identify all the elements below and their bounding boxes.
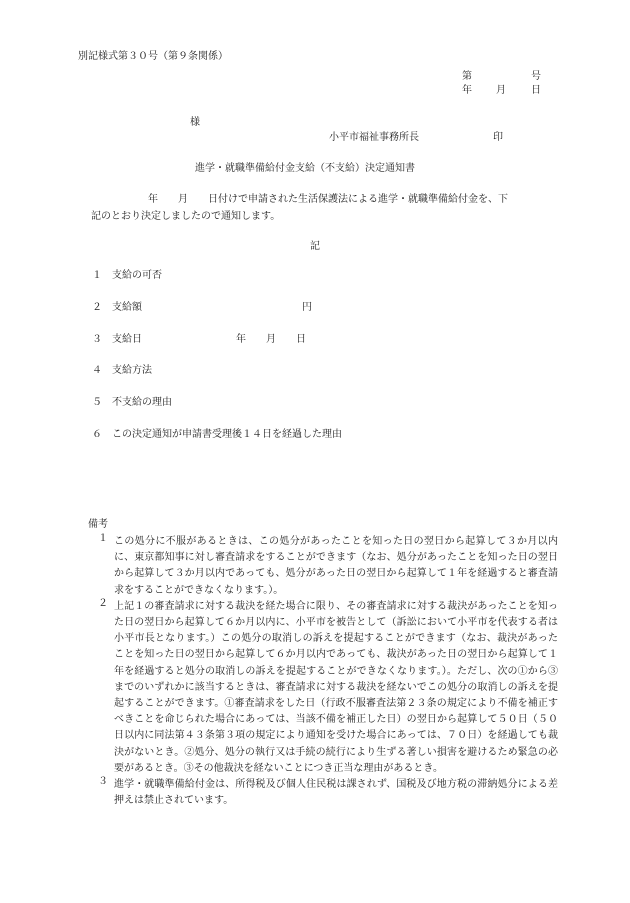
intro-line-2: 記のとおり決定しましたので通知します。 [91, 211, 281, 222]
remark-note [88, 534, 558, 599]
item-num: １ [92, 270, 102, 281]
remark-note [88, 599, 558, 777]
item-label-payment-date: 支給日 [112, 334, 142, 345]
remark-note-text: 上記１の審査請求に対する裁決を経た場合に限り、その審査請求に対する裁決があったことを知った日の翌日から起算して６か月以内に、小平市を被告として（訴訟において小平市を代表する者は小平市長となります。）この処分の取消しの訴えを提起することができます（なお、裁決があったことを知った日の翌日から起算して６か月以内であっても、裁決があった日の翌日から起算して１年を経過すると処分の取消しの訴えを提起することができなくなります。）。ただし、次の①から③までのいずれかに該当するときは、審査請求に対する裁決を経ないでこの処分の取消しの訴えを提起することができます。①審査請求をした日（行政不服審査法第２３条の規定により不備を補正すべきことを命じられた場合にあっては、当該不備を補正した日）の翌日から起算して５０日（５０日以内に同法第４３条第３項の規定により通知を受けた場合にあっては、７０日）を経過しても裁決がないとき。②処分、処分の執行又は手続の続行により生ずる著しい損害を避けるため緊急の必要があるとき。③その他裁決を経ないことにつき正当な理由があるとき。 [114, 600, 558, 774]
intro-line-1: 年 月 日付けで申請された生活保護法による進学・就職準備給付金を、下 [148, 194, 508, 205]
form-label: 別記様式第３０号（第９条関係） [78, 51, 228, 62]
issuer-name: 小平市福祉事務所長 [329, 132, 419, 143]
remarks-notes [88, 534, 558, 809]
item-num: ２ [92, 302, 102, 313]
doc-number-suffix: 号 [531, 71, 541, 82]
item-num: ５ [92, 397, 102, 408]
item-num: ４ [92, 365, 102, 376]
item-value-payment-date: 年 月 日 [236, 334, 306, 345]
doc-number-prefix: 第 [462, 71, 472, 82]
remarks-heading: 備考 [88, 519, 108, 530]
item-num: ３ [92, 334, 102, 345]
remark-note-number: ２ [98, 597, 108, 609]
item-num: ６ [92, 429, 102, 440]
date-month: 月 [496, 85, 506, 96]
addressee-suffix: 様 [190, 117, 200, 128]
item-label-payment-method: 支給方法 [112, 365, 152, 376]
issuer-seal: 印 [493, 132, 503, 143]
remark-note-text: 進学・就職準備給付金は、所得税及び個人住民税は課されず、国税及び地方税の滞納処分による差押えは禁止されています。 [114, 779, 558, 807]
item-label-delay-reason: この決定通知が申請書受理後１４日を経過した理由 [112, 429, 342, 440]
remark-note-number: ３ [98, 776, 108, 788]
item-value-amount-unit: 円 [302, 302, 312, 313]
remark-note-text: この処分に不服があるときは、この処分があったことを知った日の翌日から起算して３か月以内に、東京都知事に対し審査請求をすることができます（なお、処分があったことを知った日の翌日から起算して３か月以内であっても、処分があった日の翌日から起算して１年を経過すると審査請求をすることができなくなります。）。 [114, 536, 558, 596]
item-label-approval: 支給の可否 [112, 270, 162, 281]
document-title: 進学・就職準備給付金支給（不支給）決定通知書 [195, 163, 415, 174]
date-year: 年 [462, 85, 472, 96]
ki-heading: 記 [310, 241, 320, 252]
date-day: 日 [531, 85, 541, 96]
item-label-refusal-reason: 不支給の理由 [112, 397, 172, 408]
item-label-amount: 支給額 [112, 302, 142, 313]
remark-note-number: １ [98, 533, 108, 544]
remark-note [88, 777, 558, 809]
